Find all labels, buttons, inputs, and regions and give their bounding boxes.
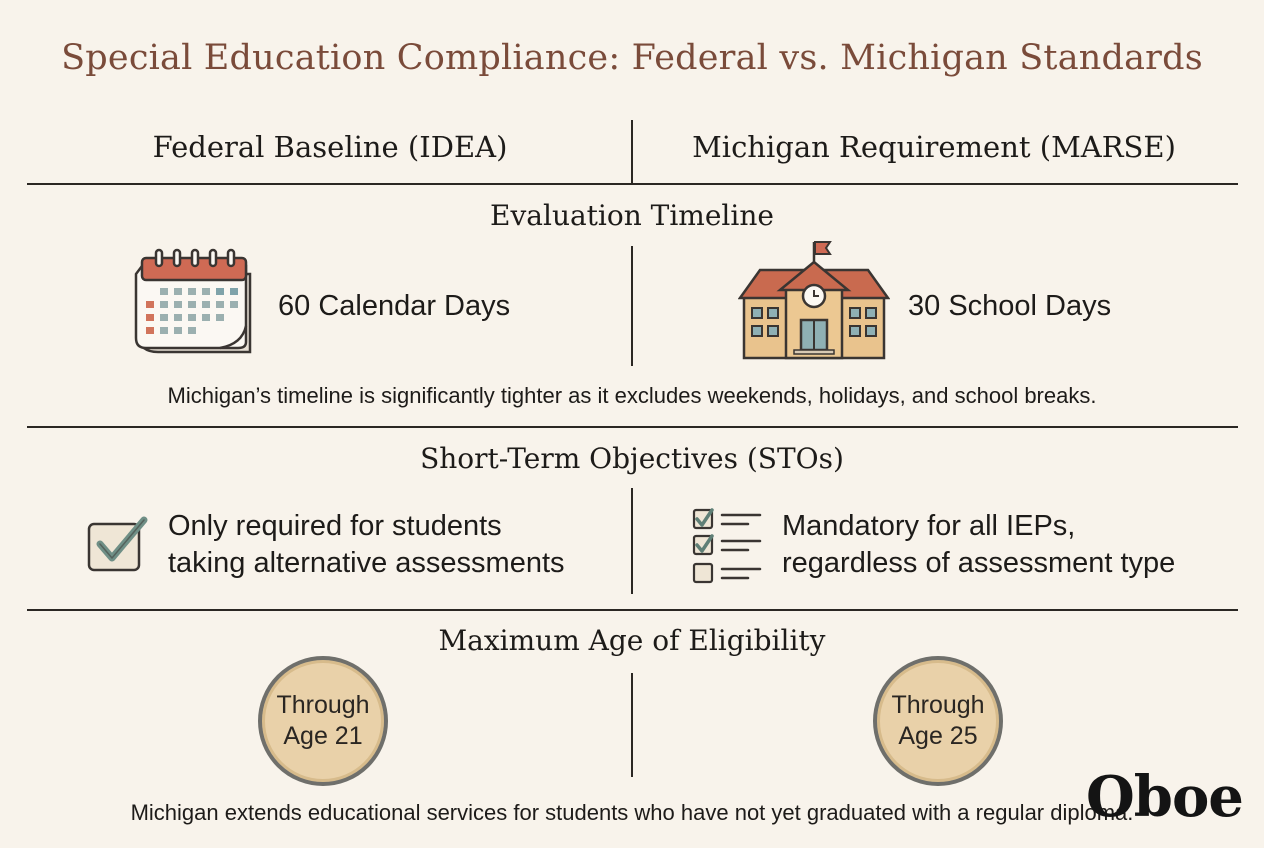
section-heading-sto: Short-Term Objectives (STOs) xyxy=(420,442,844,475)
michigan-evaluation-value: 30 School Days xyxy=(908,290,1112,322)
oboe-logo: Oboe xyxy=(1086,764,1243,830)
evaluation-note: Michigan’s timeline is significantly tighter as it excludes weekends, holidays, and school breaks. xyxy=(167,383,1097,408)
school-building-icon xyxy=(738,238,890,362)
age-divider xyxy=(631,673,633,777)
calendar-icon xyxy=(130,244,260,362)
age-note: Michigan extends educational services for students who have not yet graduated with a regular diploma. xyxy=(130,800,1134,825)
michigan-age-line-1: Through xyxy=(891,691,985,719)
michigan-age-line-2: Age 25 xyxy=(898,722,978,750)
column-header-federal: Federal Baseline (IDEA) xyxy=(152,130,508,164)
federal-sto-line-1: Only required for students xyxy=(168,510,502,542)
page-title: Special Education Compliance: Federal vs. Michigan Standards xyxy=(61,38,1203,78)
checklist-icon xyxy=(690,504,764,586)
federal-age-badge xyxy=(258,656,388,786)
michigan-sto-line-1: Mandatory for all IEPs, xyxy=(782,510,1076,542)
header-divider xyxy=(631,120,633,183)
michigan-sto-text xyxy=(782,508,1175,582)
header-rule xyxy=(27,183,1238,185)
michigan-age-badge xyxy=(873,656,1003,786)
checkbox-checked-icon xyxy=(86,514,150,574)
section-heading-evaluation: Evaluation Timeline xyxy=(490,199,774,232)
sto-rule xyxy=(27,609,1238,611)
federal-age-line-1: Through xyxy=(276,691,370,719)
federal-sto-text xyxy=(168,508,565,582)
federal-evaluation-value: 60 Calendar Days xyxy=(278,290,511,322)
federal-age-line-2: Age 21 xyxy=(283,722,363,750)
evaluation-rule xyxy=(27,426,1238,428)
sto-divider xyxy=(631,488,633,594)
federal-sto-line-2: taking alternative assessments xyxy=(168,547,565,579)
column-header-michigan: Michigan Requirement (MARSE) xyxy=(692,130,1176,164)
michigan-sto-line-2: regardless of assessment type xyxy=(782,547,1176,579)
evaluation-divider xyxy=(631,246,633,366)
section-heading-age: Maximum Age of Eligibility xyxy=(438,624,826,657)
